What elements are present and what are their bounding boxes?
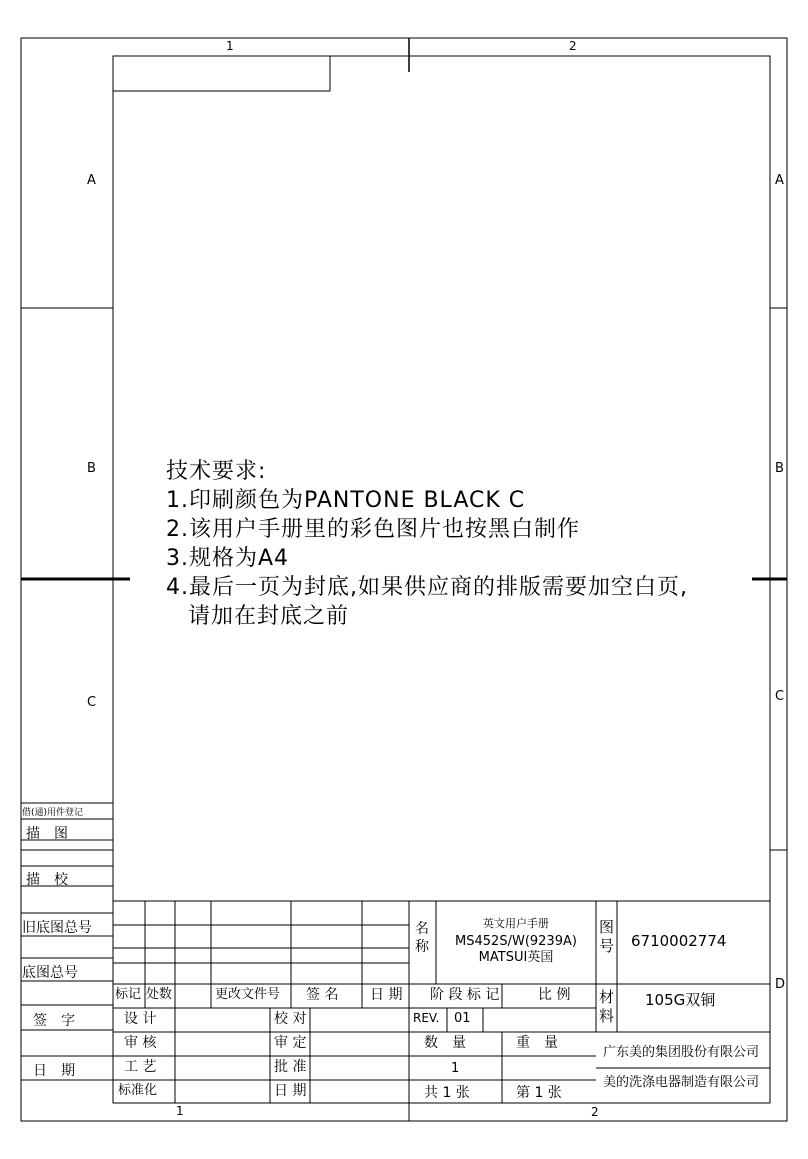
standardize-label: 标准化 xyxy=(118,1083,158,1098)
rev-value: 01 xyxy=(454,1011,471,1026)
note-item: 3.规格为A4 xyxy=(166,546,290,571)
zone-row-a-left: A xyxy=(87,173,96,188)
technical-notes xyxy=(166,457,688,631)
weight-label: 重 量 xyxy=(516,1035,558,1051)
rev-header-signature: 签 名 xyxy=(306,987,339,1003)
zone-row-c-right: C xyxy=(775,689,785,704)
rev-header-date: 日 期 xyxy=(370,987,403,1003)
zone-row-b-left: B xyxy=(87,461,96,476)
process-label: 工 艺 xyxy=(124,1059,157,1075)
drawing-number: 6710002774 xyxy=(631,932,727,950)
register-label: 借(通)用件登记 xyxy=(22,808,84,818)
note-item: 请加在封底之前 xyxy=(188,604,350,629)
product-name-line3: MATSUI英国 xyxy=(478,950,554,965)
company-name-1: 广东美的集团股份有限公司 xyxy=(603,1045,760,1060)
trace-label: 描 图 xyxy=(26,826,68,842)
company-name-2: 美的洗涤电器制造有限公司 xyxy=(603,1075,760,1090)
zone-row-d-right: D xyxy=(775,977,786,992)
stage-mark-label: 阶 段 标 记 xyxy=(430,987,500,1003)
notes-title: 技术要求: xyxy=(166,459,267,484)
base-number-label: 底图总号 xyxy=(22,965,78,981)
quantity-label: 数 量 xyxy=(424,1035,466,1051)
zone-row-b-right: B xyxy=(775,461,784,476)
total-sheets: 共 1 张 xyxy=(424,1085,470,1101)
check-label: 校 对 xyxy=(274,1011,307,1027)
scale-label: 比 例 xyxy=(538,987,571,1003)
note-item: 2.该用户手册里的彩色图片也按黑白制作 xyxy=(166,517,580,542)
approve-label: 批 准 xyxy=(274,1059,307,1075)
product-name-line2: MS452S/W(9239A) xyxy=(455,934,577,949)
rev-header-count: 处数 xyxy=(146,987,173,1002)
approval-date-label: 日 期 xyxy=(274,1083,307,1099)
drawing-number-label: 图号 xyxy=(599,918,615,955)
date-label: 日 期 xyxy=(33,1063,75,1079)
zone-col-1-top: 1 xyxy=(226,39,234,53)
approve-std-label: 审 定 xyxy=(274,1035,307,1051)
quantity-value: 1 xyxy=(451,1061,460,1076)
zone-row-c-left: C xyxy=(87,695,97,710)
design-label: 设 计 xyxy=(124,1011,157,1027)
note-item: 4.最后一页为封底,如果供应商的排版需要加空白页, xyxy=(166,575,688,600)
material-label: 材料 xyxy=(599,988,615,1025)
rev-label: REV. xyxy=(413,1011,440,1025)
note-item: 1.印刷颜色为PANTONE BLACK C xyxy=(166,488,526,513)
zone-col-2-top: 2 xyxy=(569,39,577,53)
material-value: 105G双铜 xyxy=(645,991,716,1009)
review-label: 审 核 xyxy=(124,1035,157,1051)
zone-col-2-bottom: 2 xyxy=(591,1105,599,1119)
rev-header-mark: 标记 xyxy=(115,987,142,1002)
name-label: 名称 xyxy=(415,921,429,955)
zone-col-1-bottom: 1 xyxy=(176,1104,184,1118)
old-base-number-label: 旧底图总号 xyxy=(22,920,92,936)
sheet-number: 第 1 张 xyxy=(516,1085,562,1101)
rev-header-change-doc: 更改文件号 xyxy=(215,987,281,1002)
product-name-line1: 英文用户手册 xyxy=(483,917,549,930)
zone-row-a-right: A xyxy=(775,173,784,188)
sign-label: 签 字 xyxy=(33,1013,75,1029)
trace-check-label: 描 校 xyxy=(26,872,68,888)
